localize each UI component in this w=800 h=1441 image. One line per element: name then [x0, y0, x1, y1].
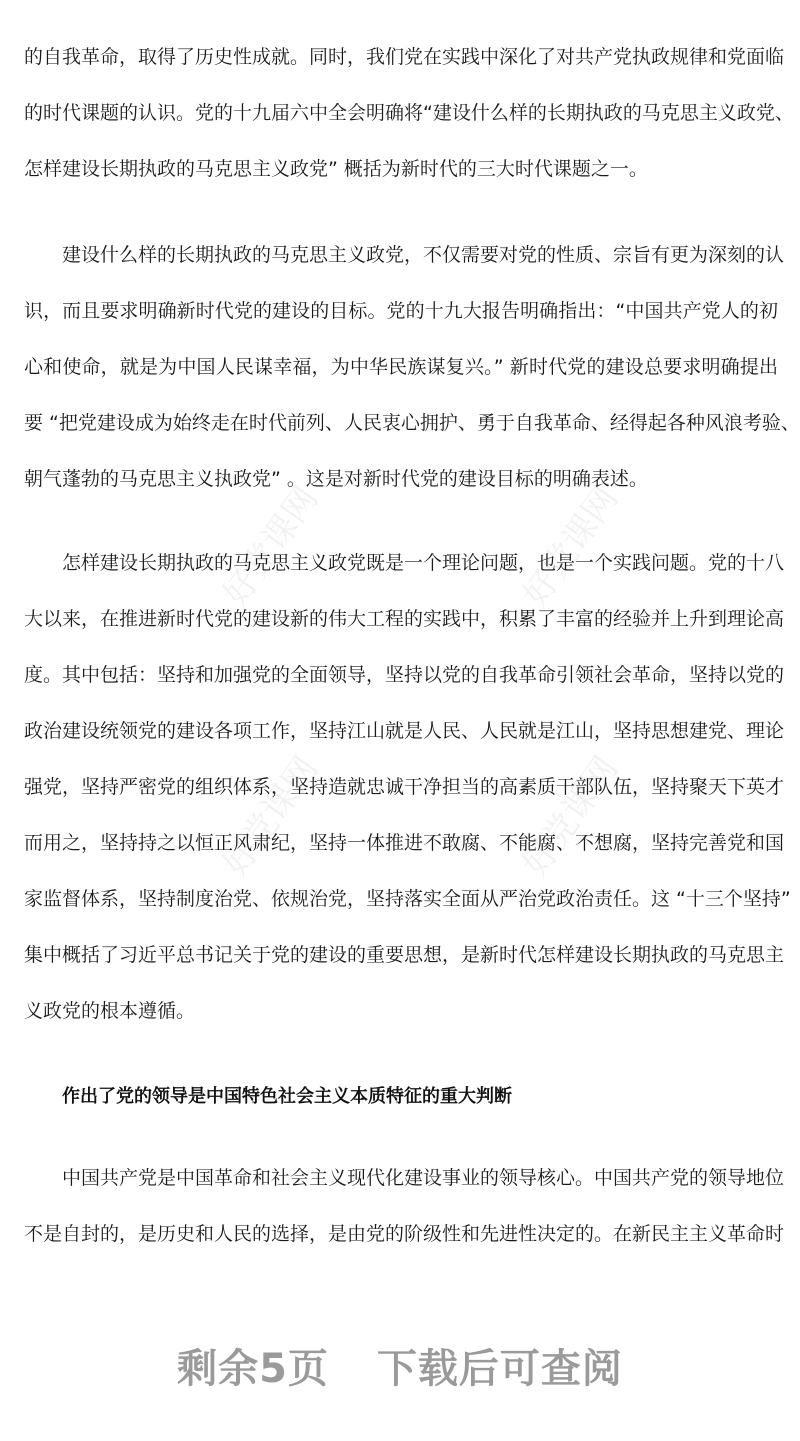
text-line: 识，而且要求明确新时代党的建设的目标。党的十九大报告明确指出：“中国共产党人的初 [24, 300, 778, 322]
paragraph-2 [24, 227, 800, 507]
text-line: 义政党的根本遵循。 [24, 1000, 196, 1022]
paragraph-3 [24, 535, 791, 1039]
download-to-view-label[interactable]: 下载后可查阅 [376, 1346, 623, 1392]
paragraph-1 [24, 29, 794, 197]
text-line: 心和使命，就是为中国人民谋幸福，为中华民族谋复兴。” 新时代党的建设总要求明确提出 [24, 356, 778, 378]
text-line: 要 “把党建设成为始终走在时代前列、人民衷心拥护、勇于自我革命、经得起各种风浪考验、 [24, 412, 800, 434]
paragraph-4 [24, 1150, 785, 1262]
text-line: 的时代课题的认识。党的十九届六中全会明确将“建设什么样的长期执政的马克思主义政党、 [24, 102, 794, 124]
section-heading: 作出了党的领导是中国特色社会主义本质特征的重大判断 [62, 1086, 512, 1107]
text-line: 朝气蓬勃的马克思主义执政党” 。这是对新时代党的建设目标的明确表述。 [24, 468, 648, 490]
watermark: 好党课网 [515, 479, 627, 614]
text-line: 怎样建设长期执政的马克思主义政党既是一个理论问题，也是一个实践问题。党的十八 [62, 552, 785, 574]
text-line: 而用之，坚持持之以恒正风肃纪，坚持一体推进不敢腐、不能腐、不想腐，坚持完善党和国 [24, 832, 785, 854]
text-line: 政治建设统领党的建设各项工作，坚持江山就是人民、人民就是江山，坚持思想建党、理论 [24, 720, 785, 742]
text-line: 度。其中包括：坚持和加强党的全面领导，坚持以党的自我革命引领社会革命，坚持以党的 [24, 664, 785, 686]
text-line: 怎样建设长期执政的马克思主义政党” 概括为新时代的三大时代课题之一。 [24, 158, 648, 180]
text-line: 集中概括了习近平总书记关于党的建设的重要思想，是新时代怎样建设长期执政的马克思主 [24, 944, 785, 966]
remaining-pages-label: 剩余5页 [177, 1346, 329, 1392]
text-line: 的自我革命，取得了历史性成就。同时，我们党在实践中深化了对共产党执政规律和党面临 [24, 46, 785, 68]
text-line: 中国共产党是中国革命和社会主义现代化建设事业的领导核心。中国共产党的领导地位 [62, 1167, 785, 1189]
text-line: 家监督体系，坚持制度治党、依规治党，坚持落实全面从严治党政治责任。这 “十三个坚持” [24, 888, 791, 910]
watermark: 好党课网 [215, 749, 327, 884]
download-prompt[interactable] [0, 1337, 800, 1394]
text-line: 强党，坚持严密党的组织体系，坚持造就忠诚干净担当的高素质干部队伍，坚持聚天下英才 [24, 776, 785, 798]
text-line: 不是自封的，是历史和人民的选择，是由党的阶级性和先进性决定的。在新民主主义革命时 [24, 1223, 785, 1245]
watermark: 好党课网 [515, 749, 627, 884]
text-line: 大以来，在推进新时代党的建设新的伟大工程的实践中，积累了丰富的经验并上升到理论高 [24, 608, 785, 630]
text-line: 建设什么样的长期执政的马克思主义政党，不仅需要对党的性质、宗旨有更为深刻的认 [62, 244, 785, 266]
watermark: 好党课网 [215, 479, 327, 614]
